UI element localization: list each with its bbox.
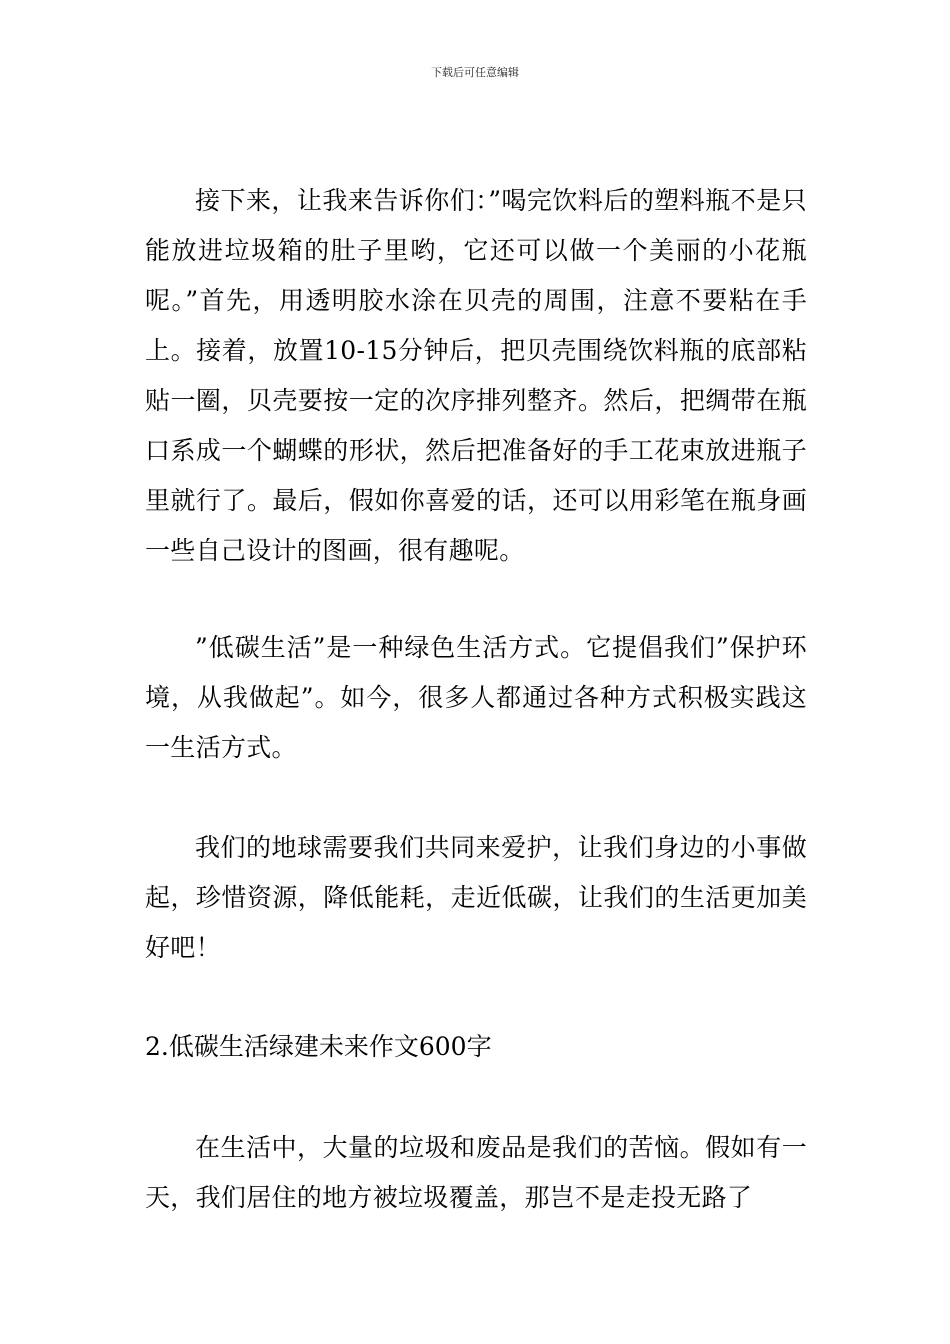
paragraph-bottle-vase: 接下来，让我来告诉你们：”喝完饮料后的塑料瓶不是只能放进垃圾箱的肚子里哟，它还可以做一个美丽的小花瓶呢。”首先，用透明胶水涂在贝壳的周围，注意不要粘在手上。接着，放置10-15分钟后，把贝壳围绕饮料瓶的底部粘贴一圈，贝壳要按一定的次序排列整齐。然后，把绸带在瓶口系成一个蝴蝶的形状，然后把准备好的手工花束放进瓶子里就行了。最后，假如你喜爱的话，还可以用彩笔在瓶身画一些自己设计的图画，很有趣呢。: [145, 186, 807, 565]
header-note: 下载后可任意编辑: [431, 66, 519, 79]
paragraph-garbage-trouble: 在生活中，大量的垃圾和废品是我们的苦恼。假如有一天，我们居住的地方被垃圾覆盖，那岂不是走投无路了: [145, 1133, 807, 1212]
section-heading: 2.低碳生活绿建未来作文600字: [145, 1032, 492, 1061]
paragraph-protect-earth: 我们的地球需要我们共同来爱护，让我们身边的小事做起，珍惜资源，降低能耗，走近低碳，让我们的生活更加美好吧！: [145, 833, 807, 962]
paragraph-low-carbon-life: ”低碳生活”是一种绿色生活方式。它提倡我们”保护环境，从我做起”。如今，很多人都通过各种方式积极实践这一生活方式。: [145, 633, 807, 762]
